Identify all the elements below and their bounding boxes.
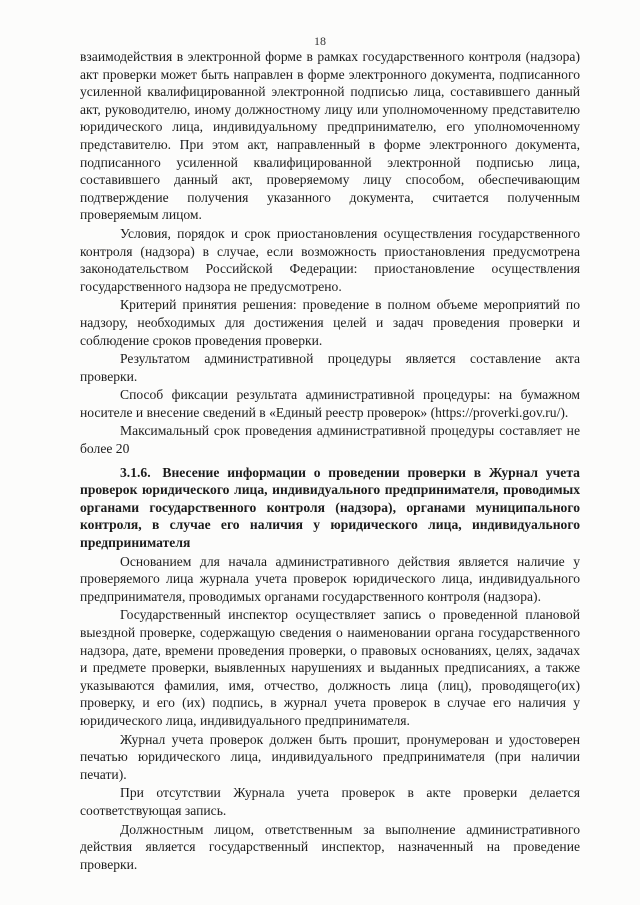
section-number: 3.1.6. xyxy=(120,464,151,480)
paragraph-inspector-record: Государственный инспектор осуществляет запись о проведенной плановой выездной проверке, содержащую сведения о наименовании органа государственного надзора, дате, времени проведения проверки, о правовых основаниях, целях, задачах и предмете проверки, выявленных нарушениях и выданных предписаниях, а также указываются фамилия, имя, отчество, должность лица (лиц), проводящего(их) проверку, и его (их) подпись, в журнал учета проверок в случае его наличия у юридического лица, индивидуального предпринимателя. xyxy=(80,607,580,728)
paragraph-journal-requirements: Журнал учета проверок должен быть прошит, пронумерован и удостоверен печатью юридического лица, индивидуального предпринимателя (при наличии печати). xyxy=(80,731,580,782)
section-title: Внесение информации о проведении проверки в Журнал учета проверок юридического лица, индивидуального предпринимателя, проводимых органами государственного контроля (надзора), органами муниципального контроля, в случае его наличия у юридического лица, индивидуального предпринимателя xyxy=(80,464,580,551)
page-number: 18 xyxy=(314,34,326,48)
paragraph-continuation: взаимодействия в электронной форме в рамках государственного контроля (надзора) акт проверки может быть направлен в форме электронного документа, подписанного усиленной квалифицированной электронной подписью лица, составившего данный акт, руководителю, иному должностному лицу или уполномоченному представителю юридического лица, индивидуальному предпринимателю, его уполномоченному представителю. При этом акт, направленный в форме электронного документа, подписанного усиленной квалифицированной электронной подписью лица, составившего данный акт, проверяемому лицу способом, обеспечивающим подтверждение получения указанного документа, считается полученным проверяемым лицом. xyxy=(80,49,580,223)
paragraph-responsible-person: Должностным лицом, ответственным за выполнение административного действия является государственный инспектор, назначенный на проведение проверки. xyxy=(80,821,580,872)
paragraph-suspension-conditions: Условия, порядок и срок приостановления осуществления государственного контроля (надзора) в случае, если возможность приостановления предусмотрена законодательством Российской Федерации: приостановление осуществления государственного надзора не предусмотрено. xyxy=(80,225,580,294)
document-body xyxy=(80,48,580,873)
section-heading xyxy=(80,464,580,552)
paragraph-procedure-result: Результатом административной процедуры является составление акта проверки. xyxy=(80,351,580,384)
paragraph-max-duration: Максимальный срок проведения административной процедуры составляет не более 20 xyxy=(80,423,580,457)
paragraph-basis: Основанием для начала административного действия является наличие у проверяемого лица журнала учета проверок юридического лица, индивидуального предпринимателя, проводимых органами государственного контроля (надзора). xyxy=(80,553,580,604)
paragraph-recording-method: Способ фиксации результата административной процедуры: на бумажном носителе и внесение сведений в «Единый реестр проверок» (https://proverki.gov.ru/). xyxy=(80,387,580,420)
paragraph-decision-criterion: Критерий принятия решения: проведение в полном объеме мероприятий по надзору, необходимых для достижения целей и задач проведения проверки и соблюдение сроков проведения проверки. xyxy=(80,297,580,348)
paragraph-no-journal: При отсутствии Журнала учета проверок в акте проверки делается соответствующая запись. xyxy=(80,785,580,818)
